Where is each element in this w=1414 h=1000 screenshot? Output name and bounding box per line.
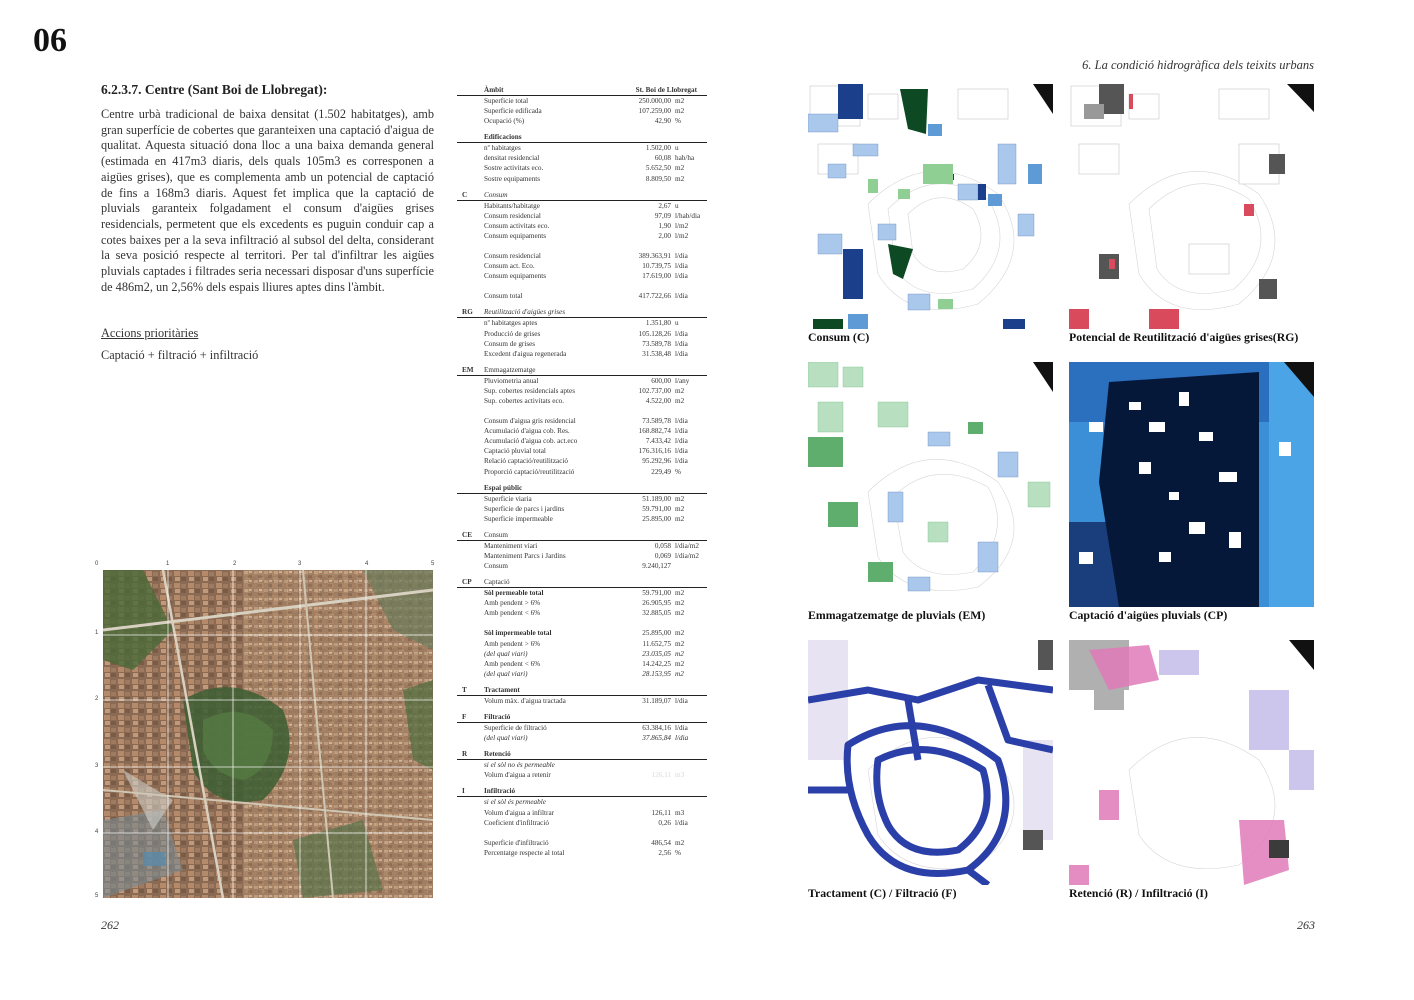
row-label: Sostre equipaments — [484, 174, 541, 183]
row-unit: m2 — [675, 174, 685, 183]
row-value: 2,56 — [658, 848, 671, 857]
row-label: Consum activitats eco. — [484, 221, 550, 230]
table-row — [457, 339, 707, 349]
map-caption-consum: Consum (C) — [808, 330, 870, 344]
table-row — [457, 116, 707, 126]
table-row — [457, 376, 707, 386]
row-label: Consum equipaments — [484, 231, 547, 240]
table-section — [457, 578, 707, 679]
row-value: 42,90 — [654, 117, 671, 126]
row-value: 11.652,75 — [642, 639, 671, 648]
map-cp-graphic — [1069, 362, 1314, 607]
table-header-section — [457, 86, 707, 126]
map-caption-em: Emmagatzematge de pluvials (EM) — [808, 608, 986, 622]
row-unit: l/dia — [675, 349, 688, 358]
row-unit: l/hab/dia — [675, 211, 701, 220]
row-value: 31.189,07 — [642, 696, 671, 705]
table-row — [457, 456, 707, 466]
section-header — [457, 191, 707, 201]
row-value: 28.153,95 — [642, 669, 671, 678]
table-row — [457, 291, 707, 301]
row-label: Superficie de parcs i jardins — [484, 504, 565, 513]
grid-tick-y: 5 — [95, 893, 99, 899]
table-row — [457, 770, 707, 780]
table-row — [457, 733, 707, 743]
row-value: 600,00 — [651, 376, 671, 385]
table-row — [457, 628, 707, 638]
row-value: 8.809,50 — [645, 174, 671, 183]
section-header — [457, 484, 707, 494]
row-value: 95.292,96 — [642, 457, 671, 466]
running-head: 6. La condició hidrogràfica dels teixits urbans — [1082, 58, 1314, 72]
row-label: Acumulació d'aigua cob. Res. — [484, 427, 570, 436]
map-tf-graphic — [808, 640, 1053, 885]
table-row — [457, 163, 707, 173]
map-caption-cp: Captació d'aigües pluvials (CP) — [1069, 608, 1228, 622]
row-spacer — [457, 828, 707, 838]
row-unit: m2 — [675, 386, 685, 395]
table-row — [457, 201, 707, 211]
row-unit: % — [675, 848, 681, 857]
row-label: Ocupació (%) — [484, 117, 525, 126]
row-unit: l/m2 — [675, 231, 689, 240]
table-row — [457, 174, 707, 184]
table-section — [457, 133, 707, 183]
section-code: CP — [462, 578, 472, 587]
grid-tick-x: 1 — [166, 561, 170, 567]
row-value: 37.865,84 — [642, 734, 671, 743]
section-title: Consum — [484, 530, 508, 539]
row-label: (del qual viari) — [484, 649, 528, 658]
section-title: 6.2.3.7. Centre (Sant Boi de Llobregat): — [101, 82, 328, 97]
row-value: 7.433,42 — [645, 437, 671, 446]
table-row — [457, 608, 707, 618]
table-row — [457, 696, 707, 706]
table-row — [457, 504, 707, 514]
table-row — [457, 271, 707, 281]
body-paragraph: Centre urbà tradicional de baixa densitat (1.502 habitatges), amb gran superfície de cobertes que garanteixen una captació d'aigua de qualitat. Aquesta situació dona lloc a una baixa demanda general (estimada en 417m3 diaris, dels quals 105m3 es corresponen a aigües grises), que es complementa amb un potencial de captació de fins a 168m3 diaris. Aquest fet implica que la captació de pluvials garanteix folgadament el consum d'aigües grises residencials, permetent que els excedents es puguin conduir cap a cotes baixes per a la seva infiltració al subsol del delta, considerant la seva posició respecte al territori. Per tal d'infiltrar les aigües pluvials captades i filtrades seria necessari disposar d'uns superfície de 486m2, un 2,56% dels espais lliures aptes dins l'àmbit. — [101, 107, 434, 294]
row-unit: m2 — [675, 504, 685, 513]
row-unit: m3 — [675, 808, 685, 817]
row-unit: m2 — [675, 107, 685, 116]
row-unit: l/dia — [675, 724, 688, 733]
table-row — [457, 396, 707, 406]
table-section — [457, 686, 707, 706]
table-section — [457, 308, 707, 358]
row-unit: m2 — [675, 669, 684, 678]
row-label: Superficie impermeable — [484, 514, 553, 523]
row-label: Superficie edificada — [484, 107, 542, 116]
map-ri-graphic — [1069, 640, 1314, 885]
map-caption-ri: Retenció (R) / Infiltració (I) — [1069, 886, 1208, 900]
actions-text: Captació + filtració + infiltració — [101, 348, 259, 362]
table-row — [457, 426, 707, 436]
row-unit: hab/ha — [675, 154, 695, 163]
grid-tick-x: 4 — [365, 561, 369, 567]
table-row — [457, 659, 707, 669]
section-code: T — [462, 685, 467, 694]
map-caption-tf: Tractament (C) / Filtració (F) — [808, 886, 957, 900]
row-unit: l/dia/m2 — [675, 552, 699, 560]
table-row — [457, 588, 707, 598]
row-value: 17.619,00 — [642, 272, 671, 281]
row-value: 1.351,80 — [645, 319, 671, 328]
row-label: Superficie viaria — [484, 494, 532, 503]
grid-tick-y: 2 — [95, 696, 99, 702]
row-label: (del qual viari) — [484, 669, 528, 678]
table-section — [457, 366, 707, 477]
row-label: Sostre activitats eco. — [484, 164, 544, 173]
row-unit: m2 — [675, 97, 685, 105]
row-label: Sup. cobertes residencials aptes — [484, 386, 576, 395]
row-value: 23.035,05 — [642, 649, 671, 658]
row-label: Amb pendent > 6% — [484, 599, 541, 608]
row-unit: m2 — [675, 164, 685, 173]
row-unit: m2 — [675, 838, 685, 847]
row-unit: l/dia — [675, 262, 688, 271]
table-section — [457, 750, 707, 780]
row-unit: l/dia — [675, 292, 688, 301]
row-value: 31.538,48 — [642, 349, 671, 358]
table-header-label: Àmbit — [484, 86, 504, 94]
row-unit: l/dia — [675, 696, 688, 705]
actions-title: Accions prioritàries — [101, 326, 199, 340]
row-label: Proporció captació/reutilització — [484, 467, 575, 476]
data-table — [457, 86, 707, 865]
row-label: Habitants/habitatge — [484, 201, 540, 210]
row-value: 97,09 — [654, 211, 671, 220]
row-label: Manteniment viari — [484, 541, 538, 550]
row-value: 107.259,00 — [638, 107, 671, 116]
row-value: 25.895,00 — [642, 514, 671, 523]
row-unit: l/any — [675, 376, 690, 385]
row-label: Consum residencial — [484, 211, 541, 220]
table-row — [457, 251, 707, 261]
section-code: C — [462, 190, 468, 199]
row-value: 102.737,00 — [638, 386, 671, 395]
row-unit: l/dia — [675, 457, 688, 466]
row-unit: m2 — [675, 649, 684, 658]
table-row — [457, 494, 707, 504]
section-header — [457, 308, 707, 318]
section-title: Tractament — [484, 685, 520, 694]
row-label: Superficie de filtració — [484, 724, 547, 733]
row-value: 2,00 — [658, 231, 671, 240]
row-label: Consum total — [484, 292, 523, 301]
row-label: Consum de grises — [484, 339, 536, 348]
row-value: 26.905,95 — [642, 599, 671, 608]
row-unit: m2 — [675, 609, 685, 618]
table-row — [457, 211, 707, 221]
row-value: 168.882,74 — [638, 427, 671, 436]
row-label: Superficie total — [484, 97, 529, 105]
row-unit: u — [675, 319, 679, 328]
row-label: Superficie d'infiltració — [484, 838, 549, 847]
row-value: 51.189,00 — [642, 494, 671, 503]
row-value: 126,11 — [651, 808, 671, 817]
table-row — [457, 106, 707, 116]
section-title: Infiltració — [484, 787, 516, 796]
row-value: 417.722,66 — [638, 292, 671, 301]
row-unit: l/dia — [675, 417, 688, 426]
row-value: 73.589,78 — [642, 339, 671, 348]
row-value: 0,26 — [658, 818, 671, 827]
row-unit: l/dia — [675, 339, 688, 348]
row-label: Coeficient d'infiltració — [484, 818, 549, 827]
section-code: RG — [462, 308, 473, 317]
chapter-number: 06 — [33, 22, 67, 59]
row-unit: l/dia — [675, 272, 688, 281]
table-row — [457, 221, 707, 231]
row-value: 389.363,91 — [638, 252, 671, 261]
row-value: 2,67 — [658, 201, 671, 210]
section-code: F — [462, 713, 467, 722]
grid-tick-y: 3 — [95, 763, 99, 769]
row-spacer — [457, 281, 707, 291]
map-cp — [1069, 362, 1314, 607]
row-label: Amb pendent < 6% — [484, 609, 541, 618]
row-unit: m2 — [675, 589, 685, 598]
table-row — [457, 808, 707, 818]
table-row — [457, 541, 707, 551]
row-unit: l/dia — [675, 447, 688, 456]
row-label: Consum act. Eco. — [484, 262, 535, 271]
section-header — [457, 750, 707, 760]
section-title: Espai públic — [484, 483, 523, 492]
row-unit: l/dia — [675, 427, 688, 436]
row-value: 1,90 — [658, 221, 671, 230]
row-label: Acumulació d'aigua cob. act.eco — [484, 437, 578, 446]
map-em-graphic — [808, 362, 1053, 607]
row-label: Consum d'aigua gris residencial — [484, 417, 576, 426]
row-label: Pluviometria anual — [484, 376, 539, 385]
table-row — [457, 153, 707, 163]
row-value: 63.384,16 — [642, 724, 671, 733]
table-row — [457, 446, 707, 456]
table-row — [457, 551, 707, 561]
row-label: Relació captació/reutilització — [484, 457, 569, 466]
row-label: Consum — [484, 562, 508, 571]
row-value: 0,058 — [654, 541, 671, 550]
map-rg-graphic — [1069, 84, 1314, 329]
row-label: si el sòl no és permeable — [484, 761, 555, 770]
row-label: Captació pluvial total — [484, 447, 546, 456]
row-unit: l/dia — [675, 734, 689, 743]
section-header — [457, 787, 707, 797]
aerial-photo — [103, 570, 433, 898]
row-label: Sòl impermeable total — [484, 629, 552, 638]
table-row — [457, 723, 707, 733]
page-number-left: 262 — [101, 918, 119, 932]
grid-tick-x: 0 — [95, 561, 99, 567]
row-label: nº habitatges — [484, 144, 521, 153]
section-code: R — [462, 750, 468, 759]
row-unit: u — [675, 144, 679, 153]
section-title: Edificacions — [484, 133, 522, 142]
section-code: EM — [462, 365, 474, 374]
row-label: Producció de grises — [484, 329, 541, 338]
row-label: densitat residencial — [484, 154, 540, 163]
table-section — [457, 713, 707, 743]
row-label: Volum màx. d'aigua tractada — [484, 696, 566, 705]
table-header-value: St. Boi de Llobregat — [635, 86, 697, 94]
table-row — [457, 848, 707, 858]
row-value: 229,49 — [651, 467, 671, 476]
row-unit: u — [675, 201, 679, 210]
row-label: Sòl permeable total — [484, 589, 544, 598]
table-row — [457, 231, 707, 241]
map-consum — [808, 84, 1053, 329]
row-value: 4.522,00 — [645, 396, 671, 405]
row-unit: m3 — [675, 771, 685, 780]
row-spacer — [457, 406, 707, 416]
row-label: Consum equipaments — [484, 272, 547, 281]
table-row — [457, 349, 707, 359]
table-row — [457, 669, 707, 679]
section-header — [457, 531, 707, 541]
row-value: 59.791,00 — [642, 589, 671, 598]
row-unit: % — [675, 117, 681, 126]
row-spacer — [457, 618, 707, 628]
row-value: 126,11 — [651, 771, 671, 780]
row-unit: m2 — [675, 659, 685, 668]
table-row — [457, 386, 707, 396]
table-row — [457, 818, 707, 828]
section-header — [457, 133, 707, 143]
row-value: 1.502,00 — [645, 144, 671, 153]
section-title: Retenció — [484, 750, 511, 759]
section-title: Emmagatzematge — [484, 365, 536, 374]
row-label: Excedent d'aigua regenerada — [484, 349, 567, 358]
map-ri — [1069, 640, 1314, 885]
table-section — [457, 484, 707, 524]
row-value: 9.240,127 — [642, 562, 671, 571]
row-unit: l/dia — [675, 437, 688, 446]
table-row — [457, 329, 707, 339]
page-number-right: 263 — [1297, 918, 1315, 932]
table-row — [457, 639, 707, 649]
row-unit: l/m2 — [675, 221, 689, 230]
row-label: Manteniment Parcs i Jardins — [484, 552, 566, 560]
row-label: Amb pendent < 6% — [484, 659, 541, 668]
row-unit: l/dia — [675, 818, 688, 827]
row-value: 0,069 — [654, 552, 671, 560]
table-row — [457, 760, 707, 770]
row-label: nº habitatges aptes — [484, 319, 538, 328]
row-value: 14.242,25 — [642, 659, 671, 668]
row-unit: l/dia/m2 — [675, 541, 699, 550]
section-code: CE — [462, 530, 472, 539]
table-row — [457, 261, 707, 271]
row-value: 105.128,26 — [638, 329, 671, 338]
row-value: 10.739,75 — [642, 262, 671, 271]
row-spacer — [457, 241, 707, 251]
map-consum-graphic — [808, 84, 1053, 329]
table-section — [457, 191, 707, 302]
table-row — [457, 797, 707, 807]
map-rg — [1069, 84, 1314, 329]
row-unit: m2 — [675, 396, 685, 405]
aerial-image — [103, 570, 433, 898]
section-title: Filtració — [484, 713, 511, 722]
table-row — [457, 96, 707, 106]
row-unit: l/dia — [675, 252, 688, 261]
row-unit: % — [675, 467, 681, 476]
map-em — [808, 362, 1053, 607]
row-label: Consum residencial — [484, 252, 541, 261]
row-value: 250.000,00 — [638, 97, 671, 105]
table-row — [457, 416, 707, 426]
section-code: I — [462, 787, 465, 796]
row-label: si el sòl és permeable — [484, 798, 546, 807]
table-row — [457, 561, 707, 571]
table-row — [457, 838, 707, 848]
row-value: 73.589,78 — [642, 417, 671, 426]
row-value: 25.895,00 — [642, 629, 671, 638]
table-row — [457, 436, 707, 446]
row-value: 60,08 — [654, 154, 671, 163]
section-title: Reutilització d'aigües grises — [484, 308, 565, 317]
grid-tick-x: 5 — [431, 561, 435, 567]
row-value: 59.791,00 — [642, 504, 671, 513]
table-header-row — [457, 86, 707, 96]
row-unit: m2 — [675, 514, 685, 523]
section-title: Consum — [484, 190, 508, 199]
grid-tick-y: 1 — [95, 630, 99, 636]
section-header — [457, 713, 707, 723]
row-label: Volum d'aigua a infiltrar — [484, 808, 555, 817]
row-value: 486,54 — [651, 838, 671, 847]
row-label: Amb pendent > 6% — [484, 639, 541, 648]
table-row — [457, 649, 707, 659]
row-label: (del qual viari) — [484, 734, 528, 743]
table-row — [457, 467, 707, 477]
section-header — [457, 686, 707, 696]
section-header — [457, 578, 707, 588]
row-unit: m2 — [675, 599, 685, 608]
map-caption-rg: Potencial de Reutilització d'aigües grises(RG) — [1069, 330, 1299, 344]
row-label: Percentatge respecte al total — [484, 848, 565, 857]
section-header — [457, 366, 707, 376]
row-unit: m2 — [675, 494, 685, 503]
row-label: Volum d'aigua a retenir — [484, 771, 551, 780]
table-row — [457, 514, 707, 524]
row-value: 176.316,16 — [638, 447, 671, 456]
row-value: 5.652,50 — [645, 164, 671, 173]
row-label: Sup. cobertes activitats eco. — [484, 396, 565, 405]
table-section — [457, 531, 707, 571]
table-row — [457, 598, 707, 608]
section-title: Captació — [484, 578, 510, 587]
grid-tick-x: 3 — [298, 561, 302, 567]
row-value: 32.885,05 — [642, 609, 671, 618]
row-unit: m2 — [675, 629, 685, 638]
row-unit: m2 — [675, 639, 685, 648]
table-section — [457, 787, 707, 857]
grid-tick-y: 4 — [95, 829, 99, 835]
map-tf — [808, 640, 1053, 885]
row-unit: l/dia — [675, 329, 688, 338]
grid-tick-x: 2 — [233, 561, 237, 567]
table-row — [457, 143, 707, 153]
table-row — [457, 318, 707, 328]
